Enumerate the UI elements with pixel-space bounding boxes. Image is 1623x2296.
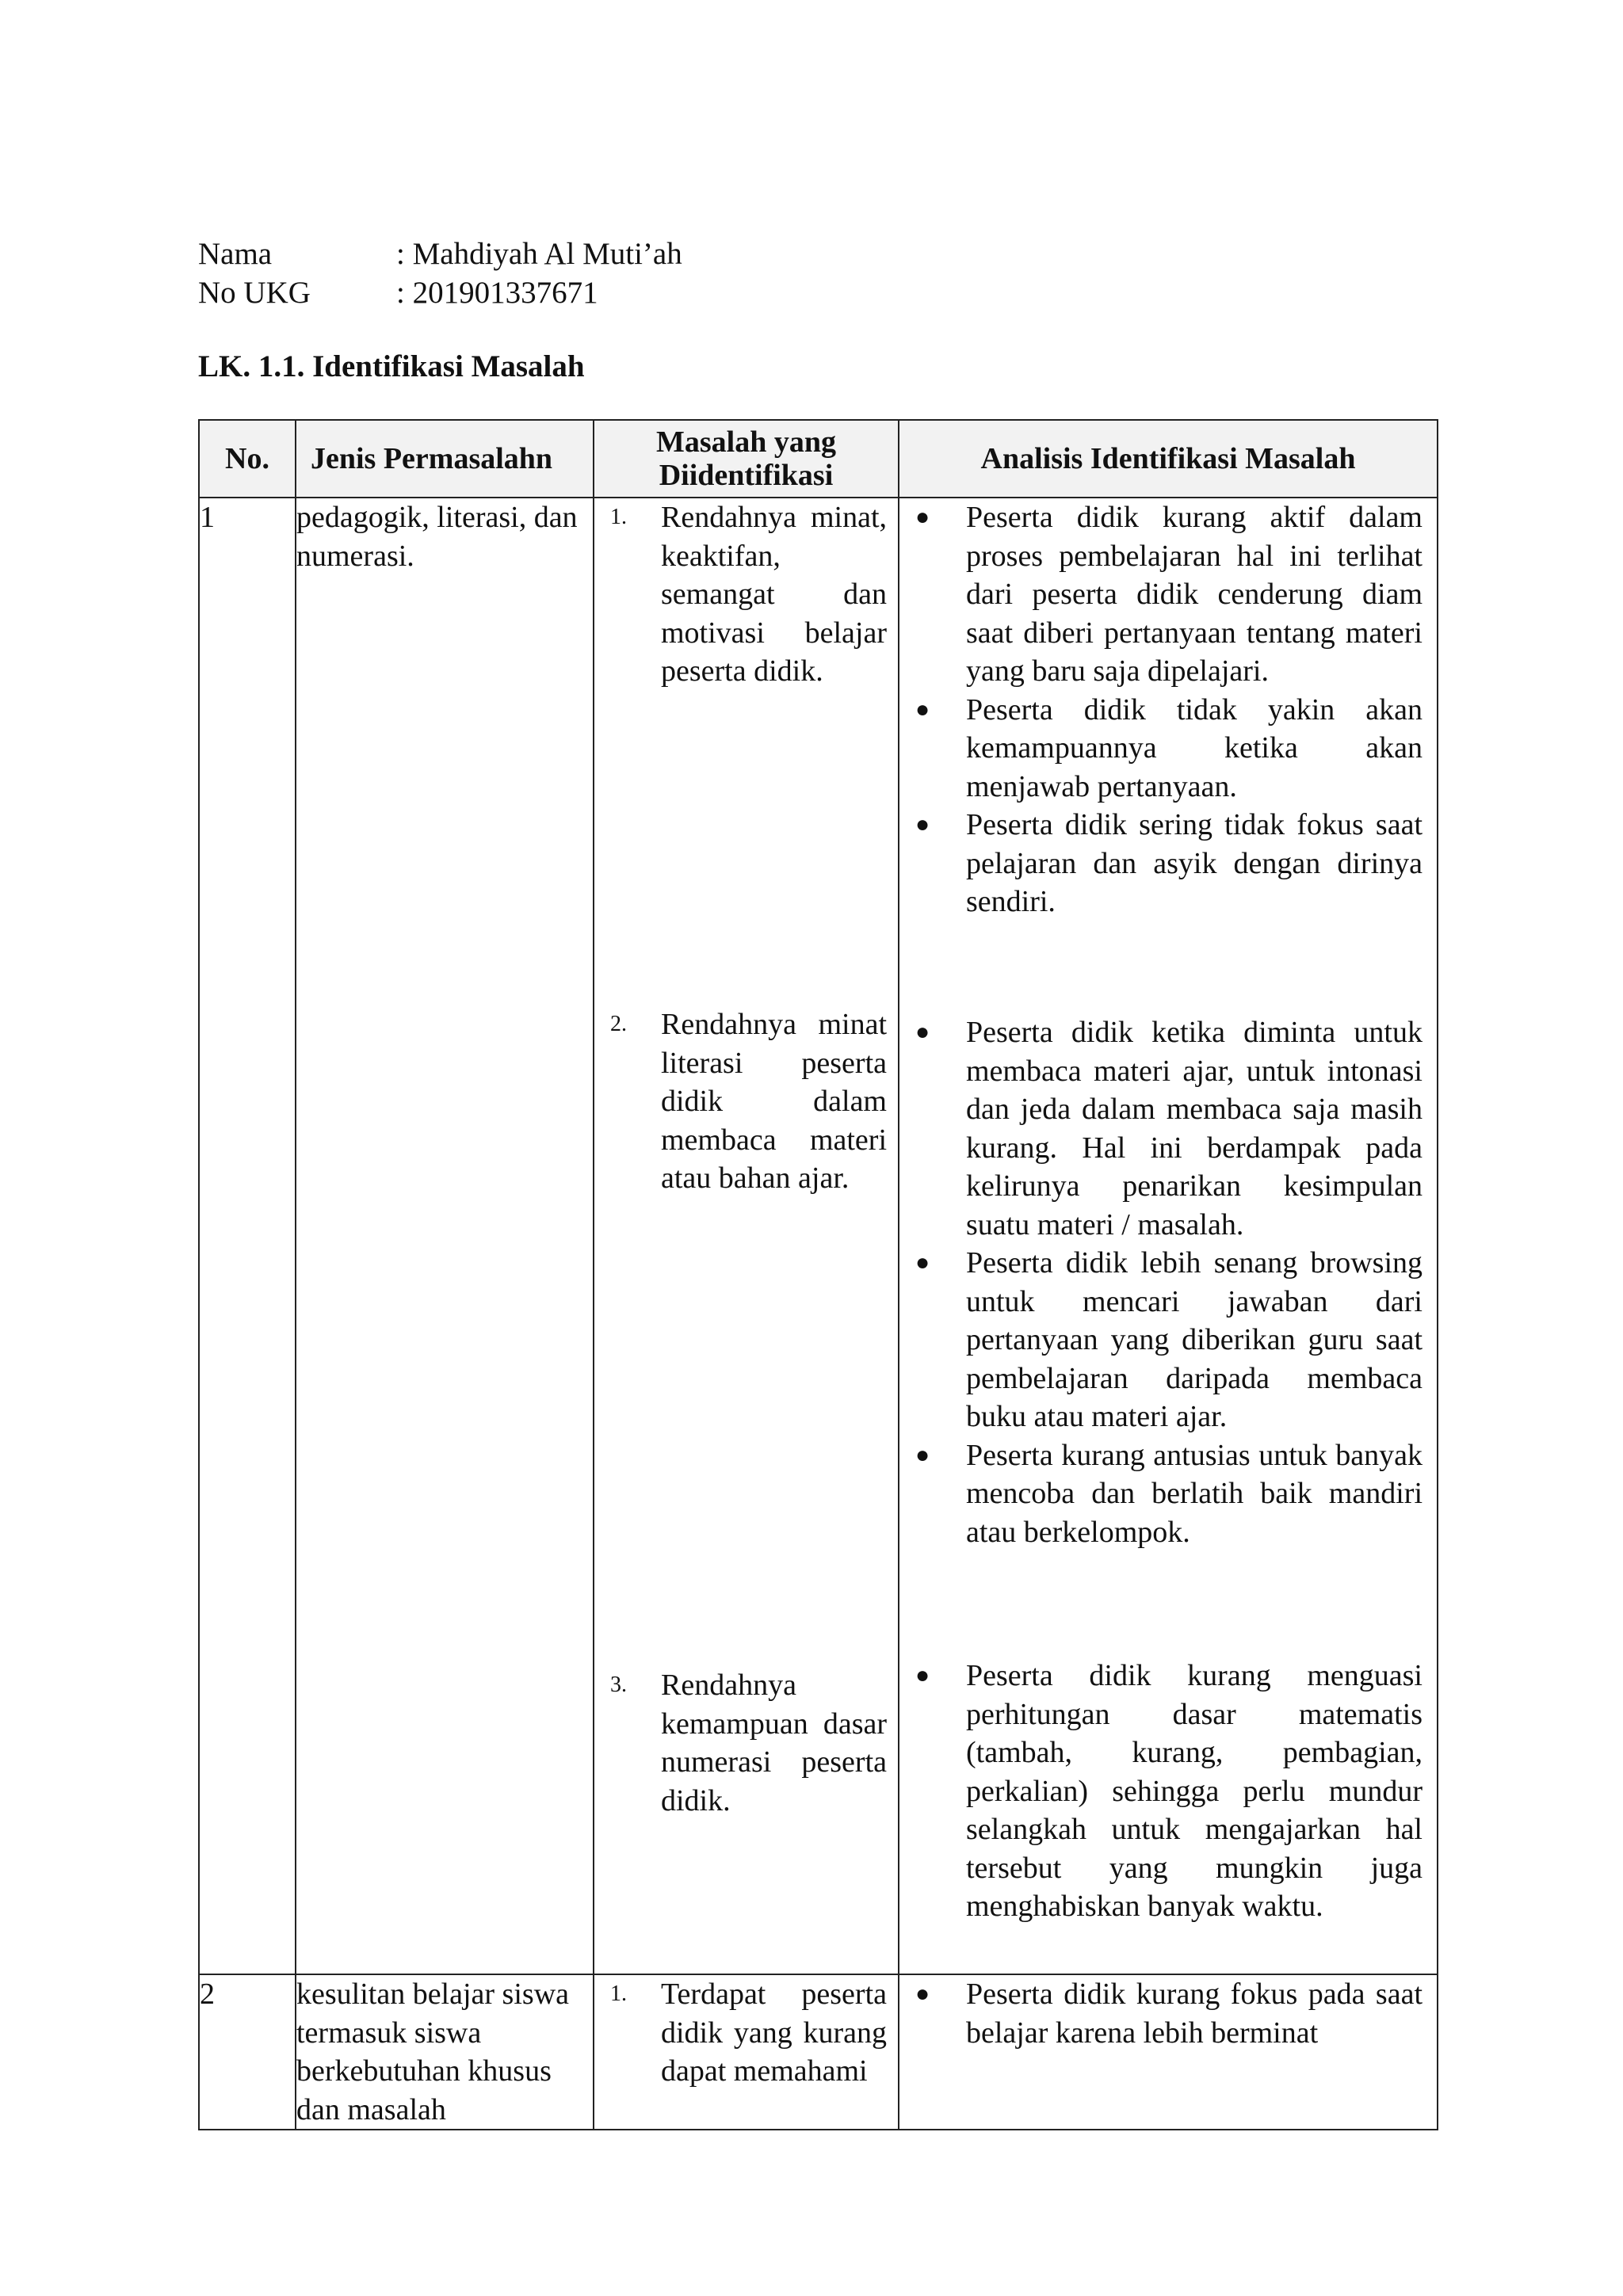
nama-row — [198, 235, 1436, 273]
analisis-item — [915, 1244, 1423, 1436]
masalah-item — [594, 1975, 898, 2091]
nama-value: : Mahdiyah Al Muti’ah — [396, 237, 682, 271]
jenis-cell: kesulitan belajar siswa termasuk siswa berkebutuhan khusus dan masalah — [296, 1974, 594, 2130]
masalah-cell — [594, 1005, 899, 1657]
analisis-cell — [899, 1005, 1438, 1657]
analisis-cell — [899, 1657, 1438, 1974]
analisis-cell — [899, 1974, 1438, 2130]
bullet-icon: ● — [915, 1019, 930, 1045]
analisis-list — [899, 1005, 1437, 1551]
row-number-cell: 2 — [199, 1974, 296, 2130]
masalah-cell — [594, 1657, 899, 1974]
analisis-cell — [899, 498, 1438, 1005]
ukg-label: No UKG — [198, 276, 311, 310]
column-header-jenis: Jenis Permasalahn — [296, 420, 594, 498]
document-page — [198, 235, 1436, 2130]
analisis-item — [915, 691, 1423, 807]
row-number-cell: 1 — [199, 498, 296, 1974]
analisis-list — [899, 1657, 1437, 1926]
analisis-text: Peserta didik kurang fokus pada saat belajar karena lebih berminat — [966, 1978, 1423, 2050]
analisis-text: Peserta didik kurang menguasi perhitungan dasar matematis (tambah, kurang, pembagian, perkalian) sehingga perlu mundur selangkah untuk mengajarkan hal tersebut yang mungkin juga menghabiskan banyak waktu. — [966, 1659, 1423, 1923]
bullet-icon: ● — [915, 504, 930, 530]
table-header-row — [199, 420, 1438, 498]
identifikasi-masalah-table — [198, 419, 1438, 2130]
ukg-row — [198, 273, 1436, 312]
analisis-item — [915, 1657, 1423, 1926]
jenis-cell: pedagogik, literasi, dan numerasi. — [296, 498, 594, 1974]
analisis-text: Peserta didik sering tidak fokus saat pelajaran dan asyik dengan dirinya sendiri. — [966, 808, 1423, 918]
masalah-item — [594, 1657, 898, 1820]
analisis-item — [915, 1436, 1423, 1552]
masalah-number: 1. — [610, 1981, 627, 2006]
masalah-number: 1. — [610, 505, 627, 529]
masalah-number: 2. — [610, 1012, 627, 1036]
masalah-cell — [594, 498, 899, 1005]
analisis-item — [915, 498, 1423, 691]
analisis-text: Peserta didik tidak yakin akan kemampuannya ketika akan menjawab pertanyaan. — [966, 692, 1423, 803]
bullet-icon: ● — [915, 1662, 930, 1688]
masalah-text: Rendahnya kemampuan dasar numerasi peserta didik. — [661, 1669, 887, 1817]
masalah-item — [594, 498, 898, 691]
masalah-item — [594, 1005, 898, 1198]
masalah-text: Rendahnya minat, keaktifan, semangat dan motivasi belajar peserta didik. — [661, 501, 887, 688]
masalah-cell — [594, 1974, 899, 2130]
nama-label: Nama — [198, 237, 273, 271]
bullet-icon: ● — [915, 1441, 930, 1468]
analisis-item — [915, 1975, 1423, 2052]
bullet-icon: ● — [915, 1981, 930, 2007]
analisis-list — [899, 1975, 1437, 2052]
table-row — [199, 1974, 1438, 2130]
bullet-icon: ● — [915, 1249, 930, 1276]
document-title: LK. 1.1. Identifikasi Masalah — [198, 349, 585, 383]
masalah-text: Rendahnya minat literasi peserta didik dalam membaca materi atau bahan ajar. — [661, 1008, 887, 1195]
column-header-no: No. — [199, 420, 296, 498]
bullet-icon: ● — [915, 811, 930, 837]
analisis-list — [899, 498, 1437, 921]
ukg-value: : 201901337671 — [396, 276, 598, 310]
analisis-item — [915, 806, 1423, 921]
bullet-icon: ● — [915, 696, 930, 723]
masalah-number: 3. — [610, 1672, 627, 1697]
analisis-text: Peserta didik kurang aktif dalam proses pembelajaran hal ini terlihat dari peserta didik cenderung diam saat diberi pertanyaan tentang materi yang baru saja dipelajari. — [966, 501, 1423, 688]
analisis-text: Peserta didik lebih senang browsing untuk mencari jawaban dari pertanyaan yang diberikan guru saat pembelajaran daripada membaca buku atau materi ajar. — [966, 1246, 1423, 1433]
analisis-item — [915, 1013, 1423, 1244]
masalah-text: Terdapat peserta didik yang kurang dapat memahami — [661, 1978, 887, 2088]
analisis-text: Peserta kurang antusias untuk banyak mencoba dan berlatih baik mandiri atau berkelompok. — [966, 1438, 1423, 1549]
column-header-analisis: Analisis Identifikasi Masalah — [899, 420, 1438, 498]
table-row — [199, 498, 1438, 1005]
column-header-masalah: Masalah yang Diidentifikasi — [594, 420, 899, 498]
analisis-text: Peserta didik ketika diminta untuk membaca materi ajar, untuk intonasi dan jeda dalam membaca saja masih kurang. Hal ini berdampak pada kelirunya penarikan kesimpulan suatu materi / masalah. — [966, 1016, 1423, 1241]
